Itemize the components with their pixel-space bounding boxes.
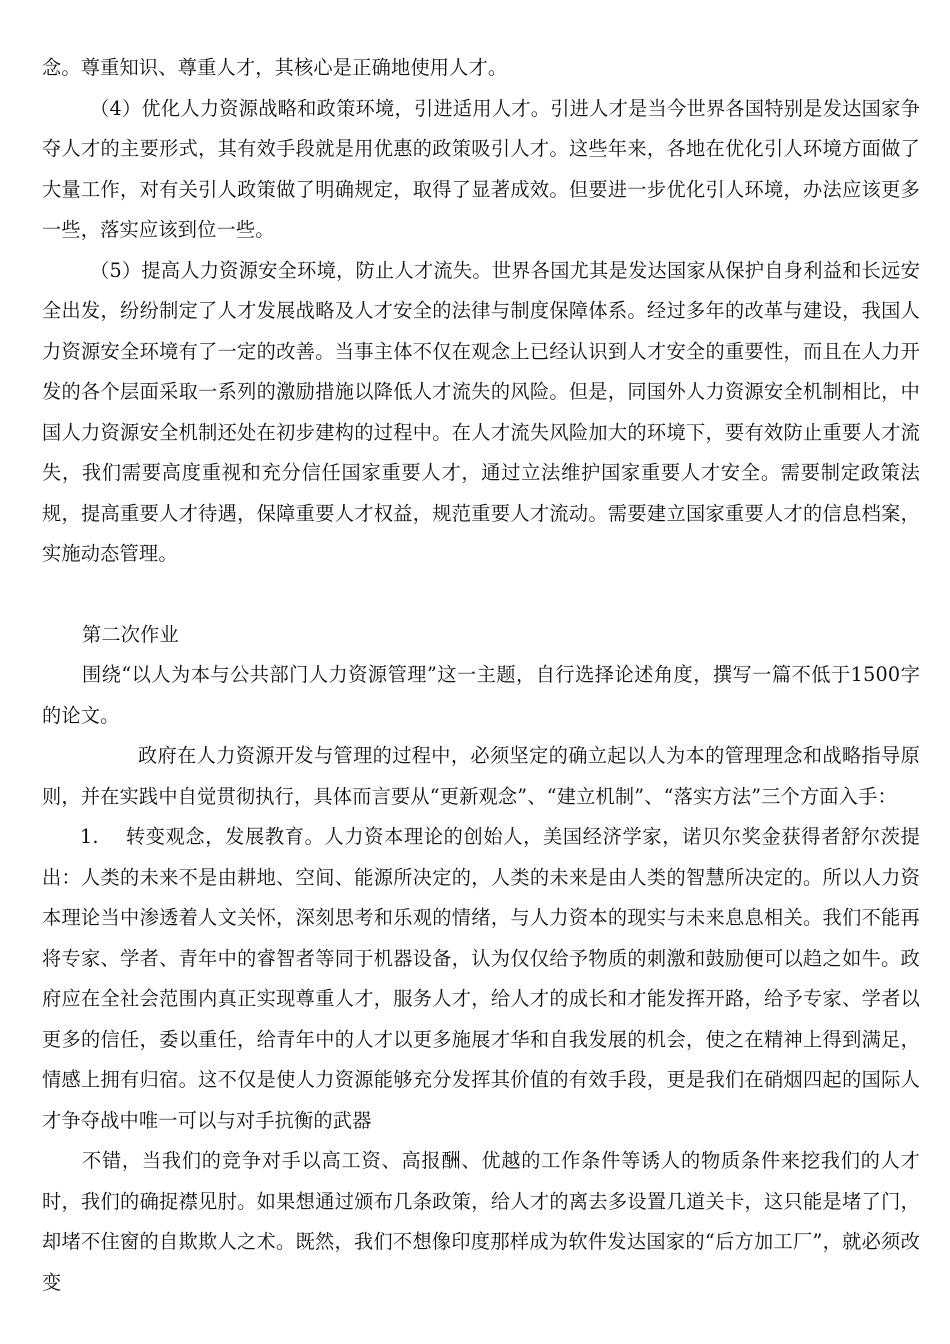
essay-point-1: 1. 转变观念，发展教育。人力资本理论的创始人，美国经济学家，诺贝尔奖金获得者舒尔茨提出：人类的未来不是由耕地、空间、能源所决定的，人类的未来是由人类的智慧所决定的。所以人力资本理论当中渗透着人文关怀，深刻思考和乐观的情绪，与人力资本的现实与未来息息相关。我们不能再将专家、学者、青年中的睿智者等同于机器设备，认为仅仅给予物质的刺激和鼓励便可以趋之如牛。政府应在全社会范围内真正实现尊重人才，服务人才，给人才的成长和才能发挥开路，给予专家、学者以更多的信任，委以重任，给青年中的人才以更多施展才华和自我发展的机会，使之在精神上得到满足，情感上拥有归宿。这不仅是使人力资源能够充分发挥其价值的有效手段，更是我们在硝烟四起的国际人才争夺战中唯一可以与对手抗衡的武器 [42, 825, 920, 1132]
essay-intro-paragraph: 政府在人力资源开发与管理的过程中，必须坚定的确立起以人为本的管理理念和战略指导原则，并在实践中自觉贯彻执行，具体而言要从“更新观念”、“建立机制”、“落实方法”三个方面入手： [42, 744, 920, 808]
paragraph-item-4: （4）优化人力资源战略和政策环境，引进适用人才。引进人才是当今世界各国特别是发达国家争夺人才的主要形式，其有效手段就是用优惠的政策吸引人才。这些年来，各地在优化引人环境方面做了大量工作，对有关引人政策做了明确规定，取得了显著成效。但要进一步优化引人环境，办法应该更多一些，落实应该到位一些。 [42, 96, 920, 241]
paragraph-continuation: 念。尊重知识、尊重人才，其核心是正确地使用人才。 [42, 56, 508, 79]
section-heading: 第二次作业 [82, 622, 179, 646]
paragraph-item-5: （5）提高人力资源安全环境，防止人才流失。世界各国尤其是发达国家从保护自身利益和长远安全出发，纷纷制定了人才发展战略及人才安全的法律与制度保障体系。经过多年的改革与建设，我国人力资源安全环境有了一定的改善。当事主体不仅在观念上已经认识到人才安全的重要性，而且在人力开发的各个层面采取一系列的激励措施以降低人才流失的风险。但是，同国外人力资源安全机制相比，中国人力资源安全机制还处在初步建构的过程中。在人才流失风险加大的环境下，要有效防止重要人才流失，我们需要高度重视和充分信任国家重要人才，通过立法维护国家重要人才安全。需要制定政策法规，提高重要人才待遇，保障重要人才权益，规范重要人才流动。需要建立国家重要人才的信息档案，实施动态管理。 [42, 258, 920, 565]
assignment-prompt: 围绕“以人为本与公共部门人力资源管理”这一主题，自行选择论述角度，撰写一篇不低于1500字的论文。 [42, 663, 920, 727]
essay-body-paragraph: 不错，当我们的竞争对手以高工资、高报酬、优越的工作条件等诱人的物质条件来挖我们的人才时，我们的确捉襟见肘。如果想通过颁布几条政策，给人才的离去多设置几道关卡，这只能是堵了门，却堵不住窗的自欺欺人之术。既然，我们不想像印度那样成为软件发达国家的“后方加工厂”，就必须改变 [42, 1149, 920, 1294]
document-page [42, 48, 920, 1303]
section-gap [42, 575, 920, 615]
